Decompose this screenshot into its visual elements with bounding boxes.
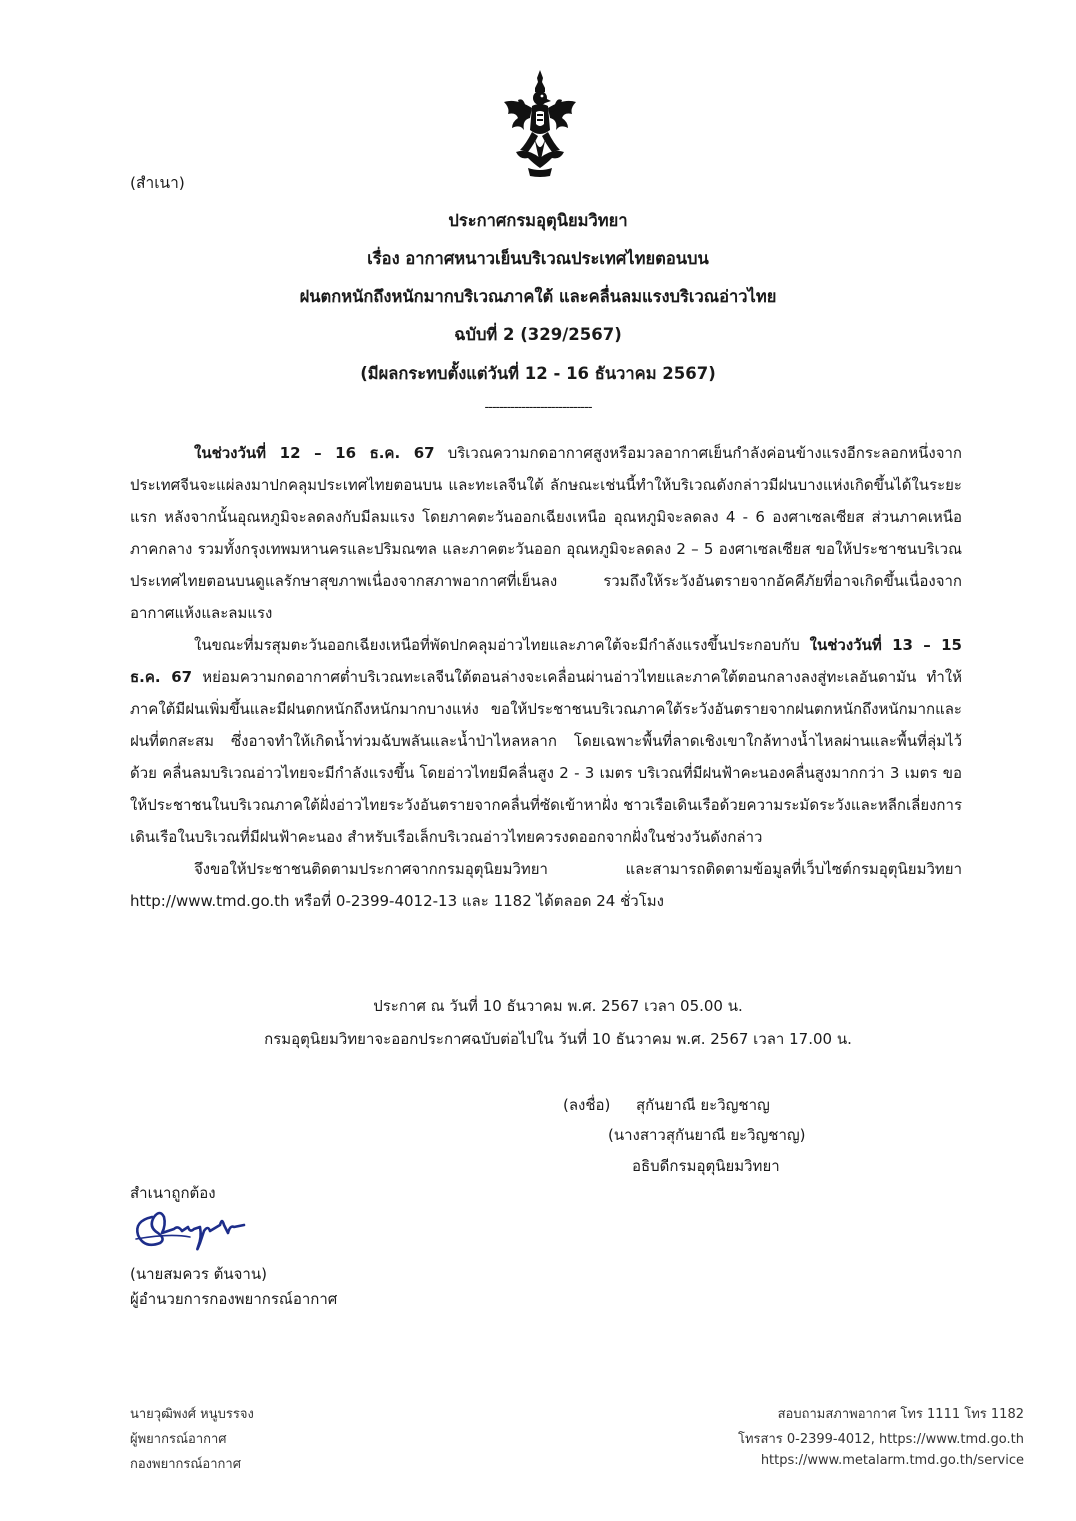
next-announcement-note: กรมอุตุนิยมวิทยาจะออกประกาศฉบับต่อไปใน วันที่ 10 ธันวาคม พ.ศ. 2567 เวลา 17.00 น. xyxy=(264,1030,852,1048)
copy-label: (สำเนา) xyxy=(130,174,185,192)
footer-forecaster-name: นายวุฒิพงศ์ หนูบรรจง xyxy=(130,1407,254,1422)
announcement-effective-period: (มีผลกระทบตั้งแต่วันที่ 12 - 16 ธันวาคม 2567) xyxy=(360,364,716,383)
paragraph-follow-info xyxy=(130,853,962,917)
paragraph-text: จึงขอให้ประชาชนติดตามประกาศจากกรมอุตุนิยมวิทยา และสามารถติดตามข้อมูลที่เว็บไซต์กรมอุตุนิยมวิทยา http://www.tmd.go.th หรือที่ 0-2399-4012-13 และ 1182 ได้ตลอด 24 ชั่วโมง xyxy=(130,860,962,910)
footer-forecaster-division: กองพยากรณ์อากาศ xyxy=(130,1457,241,1472)
signed-label: (ลงชื่อ) xyxy=(563,1096,611,1114)
paragraph-text: หย่อมความกดอากาศต่ำบริเวณทะเลจีนใต้ตอนล่างจะเคลื่อนผ่านอ่าวไทยและภาคใต้ตอนกลางลงสู่ทะเลอันดามัน ทำให้ภาคใต้มีฝนเพิ่มขึ้นและมีฝนตกหนักถึงหนักมากบางแห่ง ขอให้ประชาชนบริเวณภาคใต้ระวังอันตรายจากฝนตกหนักถึงหนักมากและฝนที่ตกสะสม ซึ่งอาจทำให้เกิดน้ำท่วมฉับพลันและน้ำป่าไหลหลาก โดยเฉพาะพื้นที่ลาดเชิงเขาใกล้ทางน้ำไหลผ่านและพื้นที่ลุ่มไว้ด้วย คลื่นลมบริเวณอ่าวไทยจะมีกำลังแรงขึ้น โดยอ่าวไทยมีคลื่นสูง 2 - 3 เมตร บริเวณที่มีฝนฟ้าคะนองคลื่นสูงมากกว่า 3 เมตร ขอให้ประชาชนในบริเวณภาคใต้ฝั่งอ่าวไทยระวังอันตรายจากคลื่นที่ซัดเข้าหาฝั่ง ชาวเรือเดินเรือด้วยความระมัดระวังและหลีกเลี่ยงการเดินเรือในบริเวณที่มีฝนฟ้าคะนอง สำหรับเรือเล็กบริเวณอ่าวไทยควรงดออกจากฝั่งในช่วงวันดังกล่าว xyxy=(130,668,963,846)
footer-contact-phone: สอบถามสภาพอากาศ โทร 1111 โทร 1182 xyxy=(777,1407,1024,1422)
signatory-position: อธิบดีกรมอุตุนิยมวิทยา xyxy=(632,1157,780,1175)
announcement-subject-line2: ฝนตกหนักถึงหนักมากบริเวณภาคใต้ และคลื่นลมแรงบริเวณอ่าวไทย xyxy=(299,287,777,306)
handwritten-signature-icon xyxy=(130,1203,248,1257)
paragraph-intro: ในขณะที่มรสุมตะวันออกเฉียงเหนือที่พัดปกคลุมอ่าวไทยและภาคใต้จะมีกำลังแรงขึ้นประกอบกับ xyxy=(194,636,800,654)
paragraph-lead-date: ในช่วงวันที่ 13 – 15 ธ.ค. 67 xyxy=(130,636,962,686)
separator-line: ----------------------------- xyxy=(484,400,592,415)
footer-forecaster-role: ผู้พยากรณ์อากาศ xyxy=(130,1432,227,1447)
certified-copy-label: สำเนาถูกต้อง xyxy=(130,1184,216,1202)
paragraph-heavy-rain xyxy=(130,629,962,853)
paragraph-lead-date: ในช่วงวันที่ 12 – 16 ธ.ค. 67 xyxy=(194,444,435,462)
footer-service-url: https://www.metalarm.tmd.go.th/service xyxy=(760,1453,1024,1468)
garuda-emblem-icon xyxy=(498,68,582,180)
announcement-title: ประกาศกรมอุตุนิยมวิทยา xyxy=(448,211,628,230)
footer-contact-fax: โทรสาร 0-2399-4012, https://www.tmd.go.th xyxy=(738,1432,1024,1447)
announcement-issue-number: ฉบับที่ 2 (329/2567) xyxy=(454,325,622,344)
paragraph-text: บริเวณความกดอากาศสูงหรือมวลอากาศเย็นกำลังค่อนข้างแรงอีกระลอกหนึ่งจากประเทศจีนจะแผ่ลงมาปกคลุมประเทศไทยตอนบน และทะเลจีนใต้ ลักษณะเช่นนี้ทำให้บริเวณดังกล่าวมีฝนบางแห่งเกิดขึ้นได้ในระยะแรก หลังจากนั้นอุณหภูมิจะลดลงกับมีลมแรง โดยภาคตะวันออกเฉียงเหนือ อุณหภูมิจะลดลง 4 - 6 องศาเซลเซียส ส่วนภาคเหนือ ภาคกลาง รวมทั้งกรุงเทพมหานครและปริมณฑล และภาคตะวันออก อุณหภูมิจะลดลง 2 – 5 องศาเซลเซียส ขอให้ประชาชนบริเวณประเทศไทยตอนบนดูแลรักษาสุขภาพเนื่องจากสภาพอากาศที่เย็นลง รวมถึงให้ระวังอันตรายจากอัคคีภัยที่อาจเกิดขึ้นเนื่องจากอากาศแห้งและลมแรง xyxy=(130,444,962,622)
paragraph-cold-weather xyxy=(130,437,962,629)
announcement-body xyxy=(130,437,962,917)
signatory-signed-name: สุกันยาณี ยะวิญชาญ xyxy=(636,1096,770,1114)
certifier-position: ผู้อำนวยการกองพยากรณ์อากาศ xyxy=(130,1290,338,1308)
signatory-full-name: (นางสาวสุกันยาณี ยะวิญชาญ) xyxy=(608,1126,806,1144)
announcement-date: ประกาศ ณ วันที่ 10 ธันวาคม พ.ศ. 2567 เวลา 05.00 น. xyxy=(373,997,743,1015)
certifier-name: (นายสมควร ต้นจาน) xyxy=(130,1265,267,1283)
announcement-subject: เรื่อง อากาศหนาวเย็นบริเวณประเทศไทยตอนบน xyxy=(367,249,709,268)
